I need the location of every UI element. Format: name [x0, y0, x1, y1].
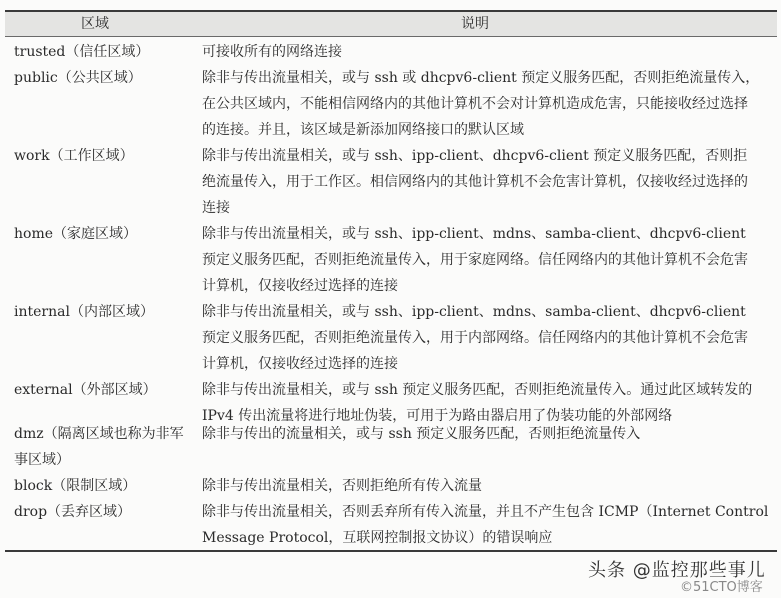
header-desc: 说明: [461, 16, 489, 32]
zone-cell: dmz（隔离区域也称为非军事区域）: [14, 426, 184, 468]
zone-cell: external（外部区域）: [14, 382, 157, 398]
zone-cell: internal（内部区域）: [14, 304, 154, 320]
table-bottom-rule: [5, 550, 777, 552]
desc-cell: 除非与传出流量相关，或与 ssh、ipp-client、mdns、samba-client、dhcpv6-client 预定义服务匹配，否则拒绝流量传入，用于家庭网络。信任网络内的其他计算机不会危害计算机，仅接收经过选择的连接: [202, 226, 748, 294]
watermark-sub: ©51CTO博客: [680, 580, 763, 595]
desc-cell: 可接收所有的网络连接: [202, 44, 342, 60]
zone-cell: drop（丢弃区域）: [14, 504, 132, 520]
desc-cell: 除非与传出流量相关，或与 ssh、ipp-client、dhcpv6-client 预定义服务匹配，否则拒绝流量传入，用于工作区。相信网络内的其他计算机不会危害计算机，仅接收经过选择的连接: [202, 148, 748, 216]
desc-cell: 除非与传出流量相关，或与 ssh 或 dhcpv6-client 预定义服务匹配，否则拒绝流量传入，在公共区域内，不能相信网络内的其他计算机不会对计算机造成危害，只能接收经过选择的连接。并且，该区域是新添加网络接口的默认区域: [202, 70, 760, 138]
desc-cell: 除非与传出流量相关，否则丢弃所有传入流量，并且不产生包含 ICMP（Internet Control Message Protocol，互联网控制报文协议）的错误响应: [202, 504, 769, 546]
desc-cell: 除非与传出的流量相关，或与 ssh 预定义服务匹配，否则拒绝流量传入: [202, 426, 641, 442]
zone-cell: trusted（信任区域）: [14, 44, 150, 60]
header-zone: 区域: [81, 16, 109, 32]
table-header: [5, 12, 777, 36]
zone-cell: home（家庭区域）: [14, 226, 138, 242]
table-header-rule: [5, 36, 777, 37]
zone-cell: work（工作区域）: [14, 148, 134, 164]
watermark-main: 头条 @监控那些事儿: [588, 560, 766, 581]
desc-cell: 除非与传出流量相关，或与 ssh、ipp-client、mdns、samba-client、dhcpv6-client 预定义服务匹配，否则拒绝流量传入，用于内部网络。信任网络内的其他计算机不会危害计算机，仅接收经过选择的连接: [202, 304, 748, 372]
zone-cell: block（限制区域）: [14, 478, 137, 494]
zone-cell: public（公共区域）: [14, 70, 142, 86]
desc-cell: 除非与传出流量相关，否则拒绝所有传入流量: [202, 478, 482, 494]
desc-cell: 除非与传出流量相关，或与 ssh 预定义服务匹配，否则拒绝流量传入。通过此区域转发的 IPv4 传出流量将进行地址伪装，可用于为路由器启用了伪装功能的外部网络: [202, 382, 753, 424]
